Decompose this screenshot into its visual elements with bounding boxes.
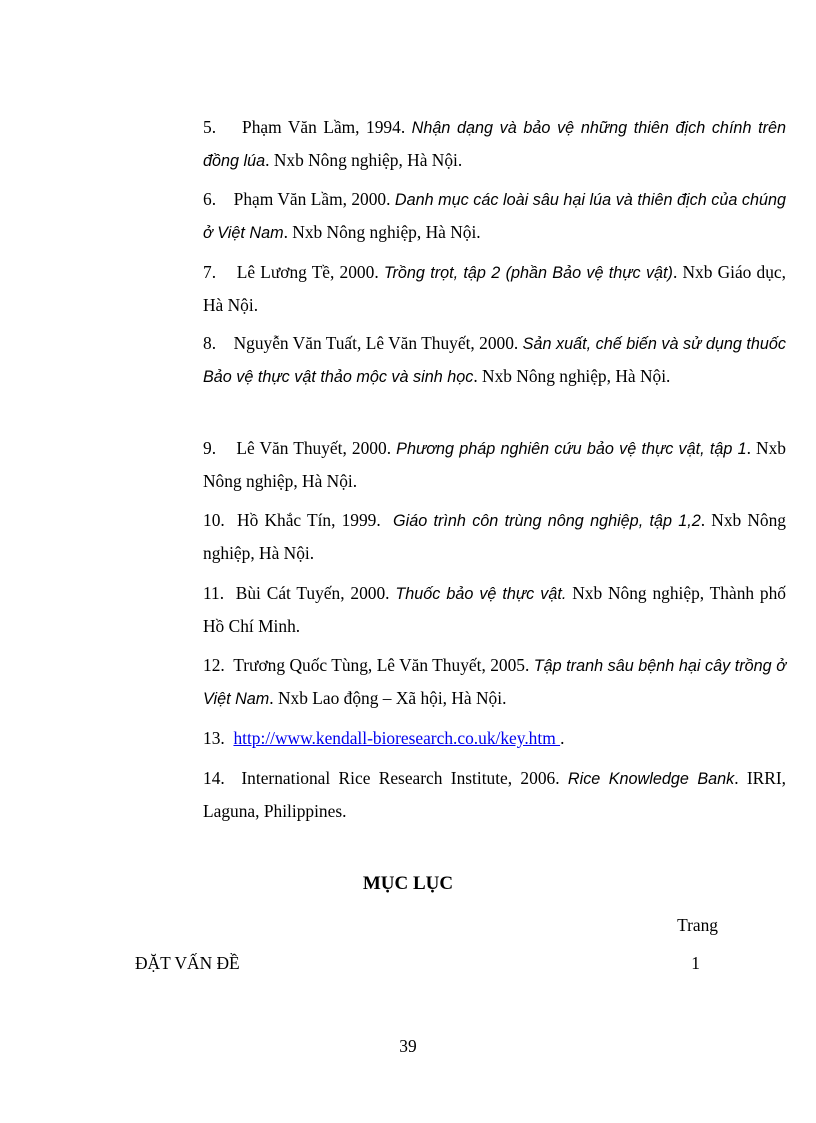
ref-authors: Lê Lương Tề, 2000. xyxy=(236,262,379,282)
ref-title: Tập tranh sâu bệnh hại cây trồng ở Việt Nam xyxy=(203,657,786,708)
ref-publisher: . Nxb Nông nghiệp, Hà Nội. xyxy=(265,150,463,170)
ref-number: 5. xyxy=(203,117,217,137)
ref-authors: Bùi Cát Tuyến, 2000. xyxy=(235,583,390,603)
ref-title: Phương pháp nghiên cứu bảo vệ thực vật, tập 1 xyxy=(396,440,747,458)
ref-trail: . xyxy=(560,728,565,748)
ref-title: Thuốc bảo vệ thực vật. xyxy=(395,585,567,603)
ref-authors: Trương Quốc Tùng, Lê Văn Thuyết, 2005. xyxy=(233,655,530,675)
reference-5 xyxy=(135,111,786,177)
ref-title: Rice Knowledge Bank xyxy=(567,770,735,788)
ref-title: Nhận dạng và bảo vệ những thiên địch chính trên đồng lúa xyxy=(203,119,786,170)
ref-title: Trồng trọt, tập 2 (phần Bảo vệ thực vật) xyxy=(383,264,673,282)
reference-7 xyxy=(135,256,786,321)
ref-publisher: . Nxb Giáo dục, Hà Nội. xyxy=(203,262,786,315)
ref-authors: Lê Văn Thuyết, 2000. xyxy=(236,438,392,458)
ref-title: Danh mục các loài sâu hại lúa và thiên địch của chúng ở Việt Nam xyxy=(203,191,786,242)
ref-authors: Hồ Khắc Tín, 1999. xyxy=(237,510,381,530)
ref-number: 9. xyxy=(203,438,217,458)
toc-row-page: 1 xyxy=(691,953,700,973)
ref-publisher: . Nxb Nông nghiệp, Hà Nội. xyxy=(203,438,786,491)
ref-authors: International Rice Research Institute, 2006. xyxy=(241,768,560,788)
reference-14 xyxy=(135,762,786,827)
ref-title: Sản xuất, chế biến và sử dụng thuốc Bảo vệ thực vật thảo mộc và sinh học xyxy=(203,335,786,386)
ref-number: 6. xyxy=(203,189,217,209)
reference-6 xyxy=(135,183,786,249)
reference-8 xyxy=(135,327,786,393)
ref-number: 7. xyxy=(203,262,217,282)
ref-publisher: . Nxb Nông nghiệp, Hà Nội. xyxy=(283,222,481,242)
ref-authors: Phạm Văn Lầm, 2000. xyxy=(233,189,391,209)
ref-authors: Nguyễn Văn Tuất, Lê Văn Thuyết, 2000. xyxy=(233,333,519,353)
ref-authors: Phạm Văn Lầm, 1994. xyxy=(242,117,406,137)
toc-heading: MỤC LỤC xyxy=(362,873,454,894)
reference-13 xyxy=(135,722,786,754)
ref-publisher: . Nxb Nông nghiệp, Hà Nội. xyxy=(473,366,671,386)
reference-11 xyxy=(135,577,786,642)
page-number: 39 xyxy=(399,1036,417,1056)
ref-number: 14. xyxy=(203,768,225,788)
reference-10 xyxy=(135,504,786,569)
ref-number: 12. xyxy=(203,655,225,675)
ref-publisher: . Nxb Nông nghiệp, Hà Nội. xyxy=(203,510,787,563)
ref-number: 13. xyxy=(203,728,225,748)
toc-row[interactable] xyxy=(135,953,700,974)
reference-link[interactable]: http://www.kendall-bioresearch.co.uk/key.htm xyxy=(233,728,561,748)
toc-page-column-label: Trang xyxy=(677,915,718,935)
reference-12 xyxy=(135,649,786,715)
toc-row-label: ĐẶT VẤN ĐỀ xyxy=(135,953,240,973)
reference-9 xyxy=(135,432,786,497)
ref-title: Giáo trình côn trùng nông nghiệp, tập 1,2 xyxy=(393,512,701,530)
ref-publisher: Nxb Nông nghiệp, Thành phố Hồ Chí Minh. xyxy=(203,583,786,636)
ref-number: 10. xyxy=(203,510,225,530)
ref-publisher: . IRRI, Laguna, Philippines. xyxy=(203,768,787,821)
ref-number: 8. xyxy=(203,333,217,353)
ref-publisher: . Nxb Lao động – Xã hội, Hà Nội. xyxy=(269,688,507,708)
ref-number: 11. xyxy=(203,583,225,603)
